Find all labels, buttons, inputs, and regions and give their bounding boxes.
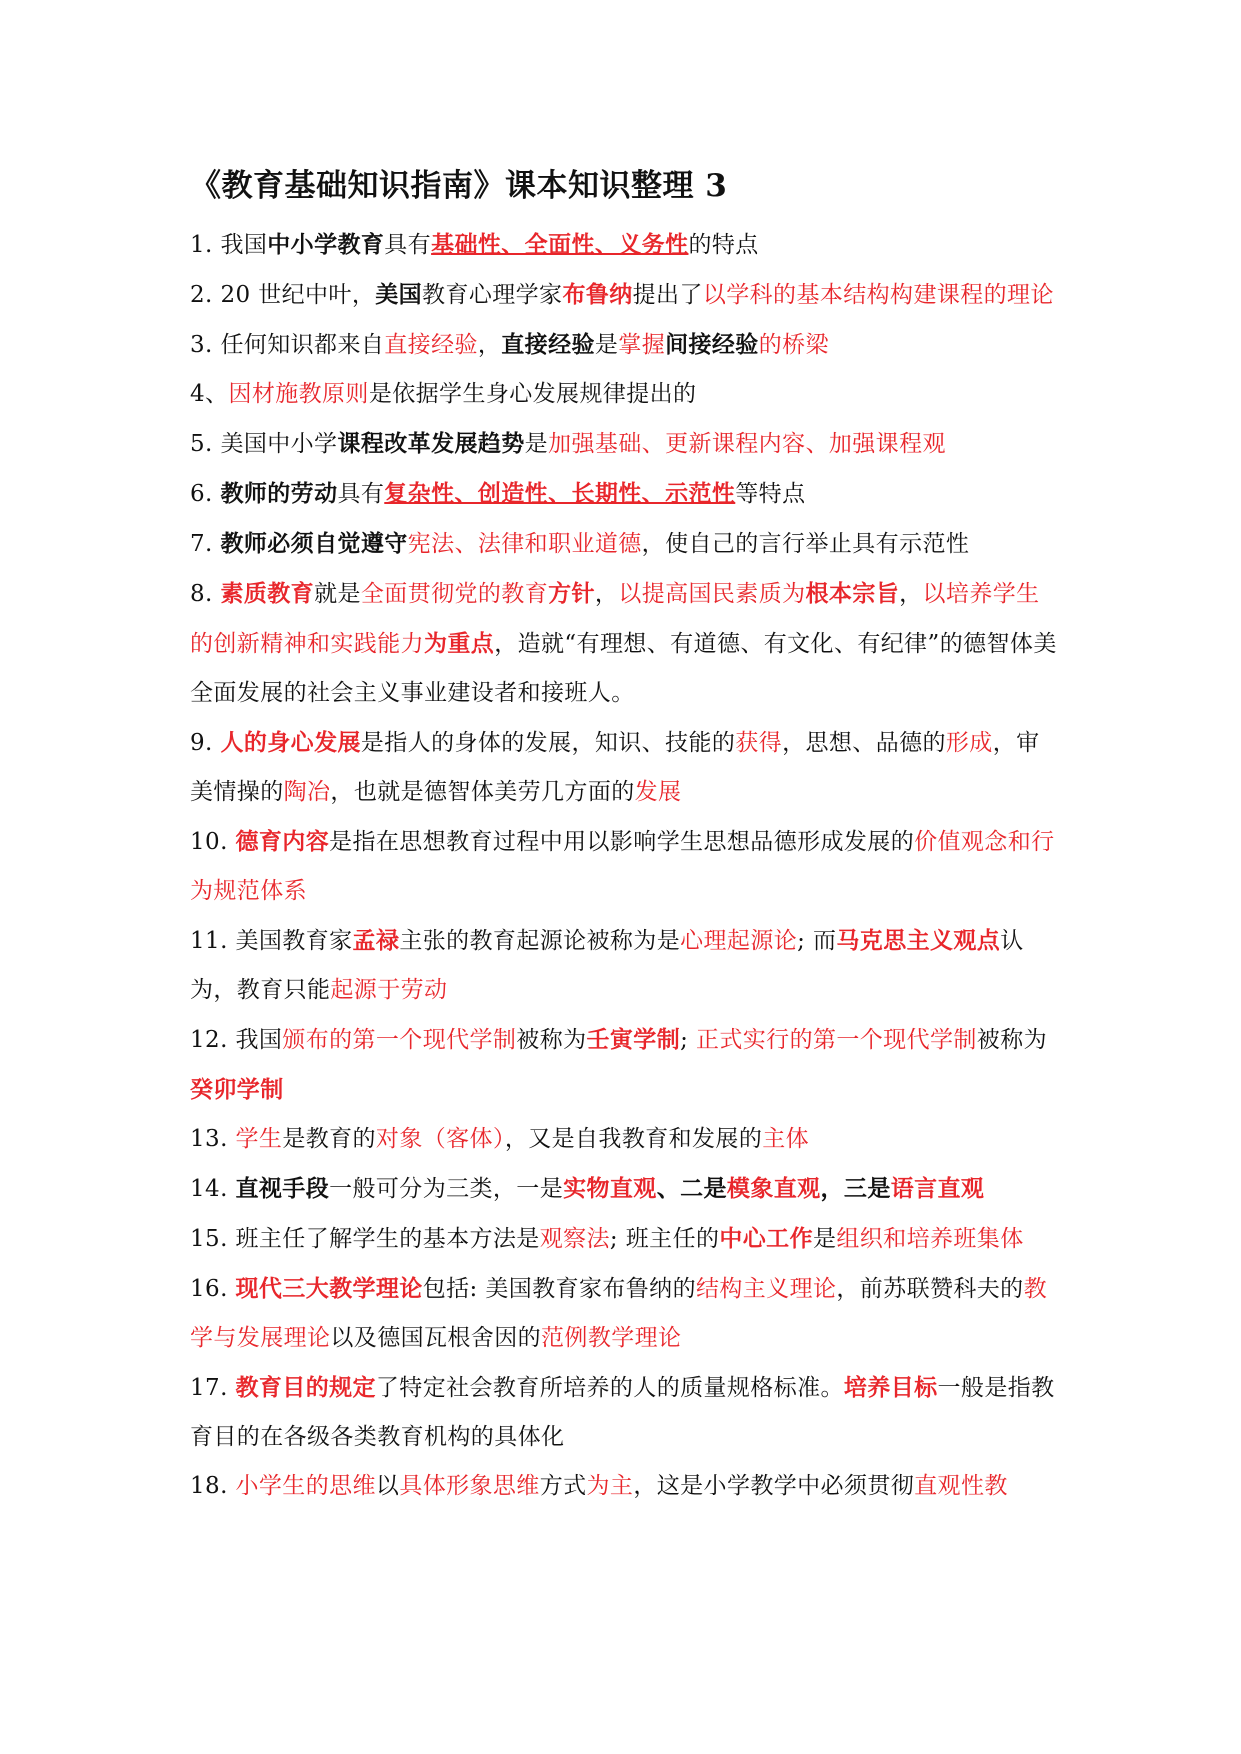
list-item-text: 具体形象思维 bbox=[399, 1473, 540, 1499]
list-item-text: 起源于劳动 bbox=[330, 977, 448, 1003]
list-item-text: 孟禄 bbox=[352, 927, 400, 954]
list-item-text: 学生 bbox=[235, 1126, 283, 1152]
list-item bbox=[190, 1264, 1060, 1363]
list-item bbox=[190, 916, 1060, 1015]
list-item-text: 18. bbox=[190, 1473, 236, 1499]
list-item-text: 是指人的身体的发展，知识、技能的 bbox=[360, 730, 736, 756]
list-item-text: 是指在思想教育过程中用以影响学生思想品德形成发展的 bbox=[329, 829, 915, 855]
list-item bbox=[190, 817, 1060, 916]
list-item-text: 2. 20 世纪中叶， bbox=[190, 282, 376, 308]
list-item-text: 认为，教育只能 bbox=[190, 928, 1024, 1003]
list-item-text: 直接经验 bbox=[501, 331, 595, 358]
list-item-text: 8. bbox=[190, 581, 221, 607]
list-item-text: 复杂性、创造性、长期性、示范性 bbox=[384, 480, 736, 507]
list-item-text: 教师的劳动 bbox=[220, 480, 338, 507]
list-item-text: 人的身心发展 bbox=[220, 729, 361, 756]
list-item-text: 一般可分为三类，一是 bbox=[329, 1176, 564, 1202]
list-item-text: 以学科的基本结构构建课程的理论 bbox=[702, 282, 1054, 308]
list-item-text: 直视手段 bbox=[235, 1175, 330, 1202]
list-item-text: 发展 bbox=[634, 779, 682, 805]
list-item-text: 是教育的 bbox=[282, 1126, 376, 1152]
list-item-text: 具有 bbox=[337, 481, 385, 507]
list-item-text: 、二是 bbox=[656, 1175, 727, 1202]
list-item-text: 是依据学生身心发展规律提出的 bbox=[368, 381, 697, 407]
list-item bbox=[190, 1115, 1060, 1164]
list-item-text: 加强基础、更新课程内容、加强课程观 bbox=[548, 431, 946, 457]
list-item-text: 16. bbox=[190, 1276, 236, 1302]
list-item-text: 15. 班主任了解学生的基本方法是 bbox=[190, 1226, 540, 1252]
list-item bbox=[190, 270, 1060, 320]
list-item-text: 以 bbox=[375, 1473, 400, 1499]
list-item-text: 以及德国瓦根舍因的 bbox=[330, 1325, 542, 1351]
list-item-text: 1. 我国 bbox=[190, 232, 268, 258]
list-item-text: 价值观念和行为规范体系 bbox=[190, 829, 1055, 904]
list-item-text: ; 班主任的 bbox=[609, 1226, 720, 1252]
list-item-text: 因材施教原则 bbox=[228, 381, 369, 407]
list-item-text: 是 bbox=[594, 332, 619, 358]
list-item-text: 中心工作 bbox=[719, 1225, 813, 1252]
list-item-text: 3. 任何知识都来自 bbox=[190, 332, 385, 358]
list-item bbox=[190, 1462, 1060, 1511]
list-item-text: ，也就是德智体美劳几方面的 bbox=[330, 779, 635, 805]
list-item-text: 实物直观 bbox=[563, 1175, 657, 1202]
list-item-text: 方针 bbox=[548, 580, 595, 607]
list-item-text: 教师必须自觉遵守 bbox=[220, 530, 408, 557]
list-item-text: 以培养学生的创新精神和实践能力 bbox=[190, 581, 1040, 657]
list-item-text: ; bbox=[680, 1027, 696, 1053]
list-item-text: 布鲁纳 bbox=[562, 281, 633, 308]
list-item bbox=[190, 320, 1060, 370]
list-item-text: 被称为 bbox=[976, 1027, 1047, 1053]
list-item-text: 教育目的规定 bbox=[235, 1374, 376, 1401]
list-item-text: 具有 bbox=[384, 232, 432, 258]
list-item-text: 模象直观 bbox=[726, 1175, 821, 1202]
list-item-text: 主张的教育起源论被称为是 bbox=[399, 928, 681, 954]
list-item-text: 直观性教 bbox=[914, 1473, 1008, 1499]
list-item bbox=[190, 519, 1060, 569]
document-title: 《教育基础知识指南》课本知识整理 3 bbox=[190, 168, 728, 204]
list-item-text: 美国 bbox=[375, 281, 423, 308]
list-item-text: ， bbox=[594, 581, 619, 607]
list-item-text: 7. bbox=[190, 531, 221, 557]
list-item-text: 以提高国民素质为 bbox=[618, 581, 806, 607]
list-item-text: ，审美情操的 bbox=[190, 730, 1040, 805]
list-item-text: 全面贯彻党的教育 bbox=[360, 581, 549, 607]
list-item-text: 现代三大教学理论 bbox=[235, 1275, 423, 1302]
list-item bbox=[190, 419, 1060, 469]
list-item bbox=[190, 569, 1060, 718]
list-item-text: 观察法 bbox=[539, 1226, 610, 1252]
list-item-text: ，使自己的言行举止具有示范性 bbox=[641, 531, 970, 557]
list-item-text: 4、 bbox=[190, 381, 229, 407]
list-item bbox=[190, 1363, 1060, 1462]
list-item-text: ，造就“有理想、有道德、有文化、有纪律”的德智体美全面发展的社会主义事业建设者和接班人。 bbox=[190, 631, 1057, 706]
list-item-text: 基础性、全面性、义务性 bbox=[431, 231, 689, 258]
list-item-text: 壬寅学制 bbox=[586, 1026, 681, 1053]
list-item-text: 正式实行的第一个现代学制 bbox=[695, 1027, 977, 1053]
list-item-text: 组织和培养班集体 bbox=[836, 1226, 1024, 1252]
list-item-text: 5. 美国中小学 bbox=[190, 431, 338, 457]
list-item-text: 6. bbox=[190, 481, 221, 507]
list-item-text: ，这是小学教学中必须贯彻 bbox=[633, 1473, 915, 1499]
list-item-text: 间接经验 bbox=[665, 331, 759, 358]
list-item-text: 素质教育 bbox=[220, 580, 315, 607]
list-item-text: 对象（客体） bbox=[375, 1126, 505, 1152]
list-item-text: 语言直观 bbox=[890, 1175, 985, 1202]
list-item-text: ， bbox=[899, 581, 923, 607]
list-item bbox=[190, 718, 1060, 817]
list-item-text: 12. 我国 bbox=[190, 1027, 283, 1053]
list-item-text: 形成 bbox=[945, 730, 993, 756]
list-item-text: 心理起源论 bbox=[680, 928, 798, 954]
list-item-text: 获得 bbox=[735, 730, 783, 756]
list-item-text: 结构主义理论 bbox=[695, 1276, 837, 1302]
list-item-text: 14. bbox=[190, 1176, 236, 1202]
list-item-text: 小学生的思维 bbox=[235, 1473, 376, 1499]
list-item-text: 的特点 bbox=[688, 232, 759, 258]
list-item-text: 德育内容 bbox=[235, 828, 330, 855]
list-item-text: 11. 美国教育家 bbox=[190, 928, 353, 954]
list-item-text: 掌握 bbox=[618, 332, 666, 358]
list-item-text: ，三是 bbox=[820, 1175, 891, 1202]
list-item bbox=[190, 1164, 1060, 1214]
list-item bbox=[190, 370, 1060, 419]
list-item-text: 17. bbox=[190, 1375, 236, 1401]
list-item-text: 教学与发展理论 bbox=[190, 1276, 1047, 1351]
list-item bbox=[190, 220, 1060, 270]
list-item-text: 教育心理学家 bbox=[422, 282, 563, 308]
list-item-text: 是 bbox=[812, 1226, 837, 1252]
list-item-text: ; 而 bbox=[797, 928, 837, 954]
list-item-text: ，又是自我教育和发展的 bbox=[504, 1126, 763, 1152]
list-item-text: 方式 bbox=[539, 1473, 587, 1499]
list-item-text: 主体 bbox=[762, 1126, 810, 1152]
list-item bbox=[190, 469, 1060, 519]
list-item-text: 等特点 bbox=[735, 481, 806, 507]
list-item-text: 被称为 bbox=[516, 1027, 587, 1053]
list-item-text: 宪法、法律和职业道德 bbox=[407, 531, 642, 557]
list-item-text: 提出了 bbox=[632, 282, 703, 308]
list-item-text: 是 bbox=[524, 431, 549, 457]
list-item-text: 培养目标 bbox=[843, 1374, 938, 1401]
list-item-text: 中小学教育 bbox=[267, 231, 385, 258]
list-item-text: 马克思主义观点 bbox=[836, 927, 1001, 954]
list-item-text: 癸卯学制 bbox=[190, 1076, 284, 1103]
list-item-text: ，前苏联赞科夫的 bbox=[836, 1276, 1024, 1302]
list-item bbox=[190, 1015, 1060, 1115]
list-item-text: 13. bbox=[190, 1126, 236, 1152]
list-item-text: 范例教学理论 bbox=[541, 1325, 682, 1351]
list-item-text: 课程改革发展趋势 bbox=[337, 430, 525, 457]
list-item-text: ， bbox=[477, 332, 502, 358]
list-item-text: 9. bbox=[190, 730, 221, 756]
list-item-text: 直接经验 bbox=[384, 332, 478, 358]
list-item-text: 10. bbox=[190, 829, 236, 855]
list-item-text: 包括: 美国教育家布鲁纳的 bbox=[422, 1276, 696, 1302]
list-item-text: 颁布的第一个现代学制 bbox=[282, 1027, 517, 1053]
list-item-text: 为重点 bbox=[424, 630, 495, 657]
list-item-text: 一般是指教育目的在各级各类教育机构的具体化 bbox=[190, 1375, 1055, 1450]
list-item-text: ，思想、品德的 bbox=[782, 730, 946, 756]
list-item-text: 为主 bbox=[586, 1473, 634, 1499]
list-item-text: 就是 bbox=[314, 581, 361, 607]
list-item-text: 的桥梁 bbox=[758, 332, 829, 358]
list-item bbox=[190, 1214, 1060, 1264]
list-item-text: 根本宗旨 bbox=[805, 580, 900, 607]
knowledge-list bbox=[190, 220, 1060, 1511]
list-item-text: 陶冶 bbox=[283, 779, 331, 805]
list-item-text: 了特定社会教育所培养的人的质量规格标准。 bbox=[375, 1375, 844, 1401]
